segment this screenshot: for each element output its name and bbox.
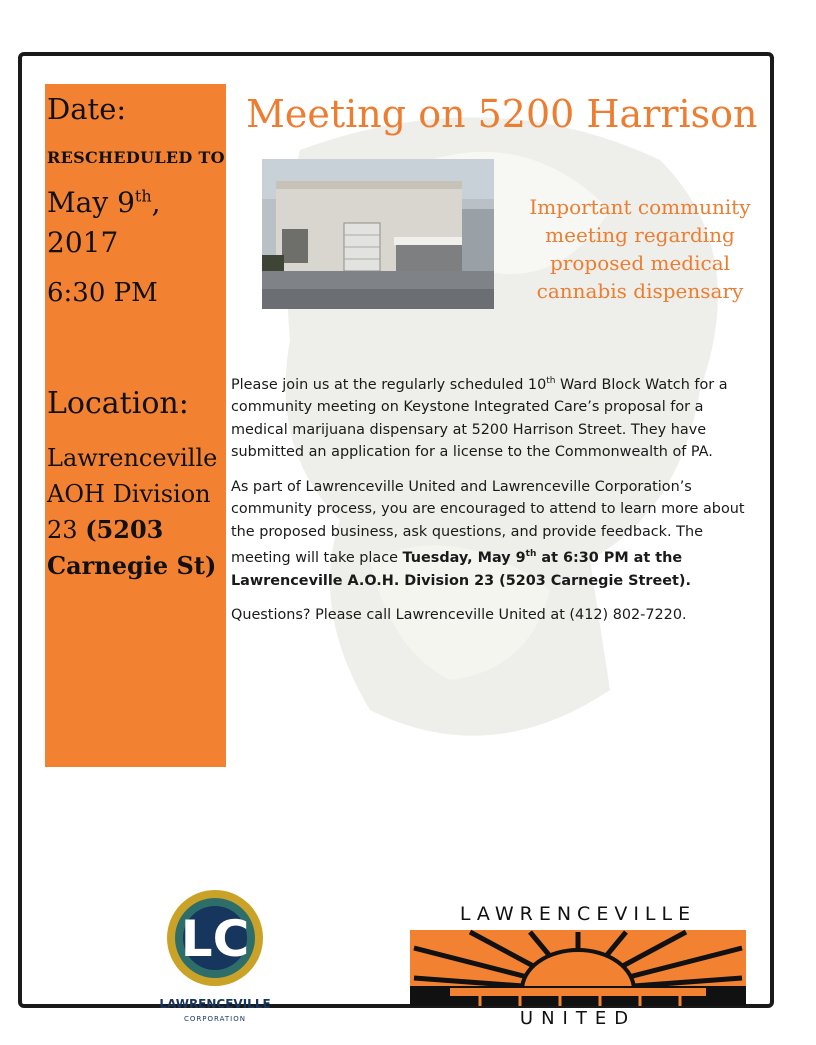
lc-monogram: LC	[180, 910, 250, 968]
rescheduled-label: RESCHEDULED TO	[47, 148, 225, 167]
subheading: Important community meeting regarding proposed medical cannabis dispensary	[529, 195, 751, 303]
date-label: Date:	[47, 92, 127, 126]
event-time: 6:30 PM	[47, 278, 158, 308]
lu-bottom-text: UNITED	[519, 1008, 637, 1028]
paragraph-intro: Please join us at the regularly scheduled 10th Ward Block Watch for a community meeting on Keystone Integrated Care’s proposal for a medical marijuana dispensary at 5200 Harrison Street. They have submitted an application for a license to the Commonwealth of PA.	[231, 376, 728, 461]
lu-top-text: LAWRENCEVILLE	[459, 903, 697, 925]
event-year: 2017	[47, 226, 119, 259]
page-title: Meeting on 5200 Harrison	[246, 92, 758, 136]
lawrenceville-corporation-logo	[155, 888, 275, 1028]
paragraph-questions: Questions? Please call Lawrenceville United at (412) 802-7220.	[231, 607, 687, 624]
venue-address: Lawrenceville AOH Division 23 (5203 Carnegie St)	[47, 444, 218, 580]
lc-name: LAWRENCEVILLE	[159, 997, 271, 1011]
building-photo	[262, 159, 494, 309]
paragraph-process: As part of Lawrenceville United and Lawrenceville Corporation’s community process, you are encouraged to attend to learn more about the proposed business, ask questions, and provide feedback. The meeting will take place Tuesday, May 9th at 6:30 PM at the Lawrenceville A.O.H. Division 23 (5203 Carnegie Street).	[231, 478, 745, 589]
lawrenceville-united-logo	[410, 900, 746, 1028]
event-date: May 9th,	[47, 186, 161, 219]
body-text	[231, 370, 761, 639]
lc-sub: CORPORATION	[184, 1015, 246, 1023]
location-label: Location:	[47, 386, 189, 421]
